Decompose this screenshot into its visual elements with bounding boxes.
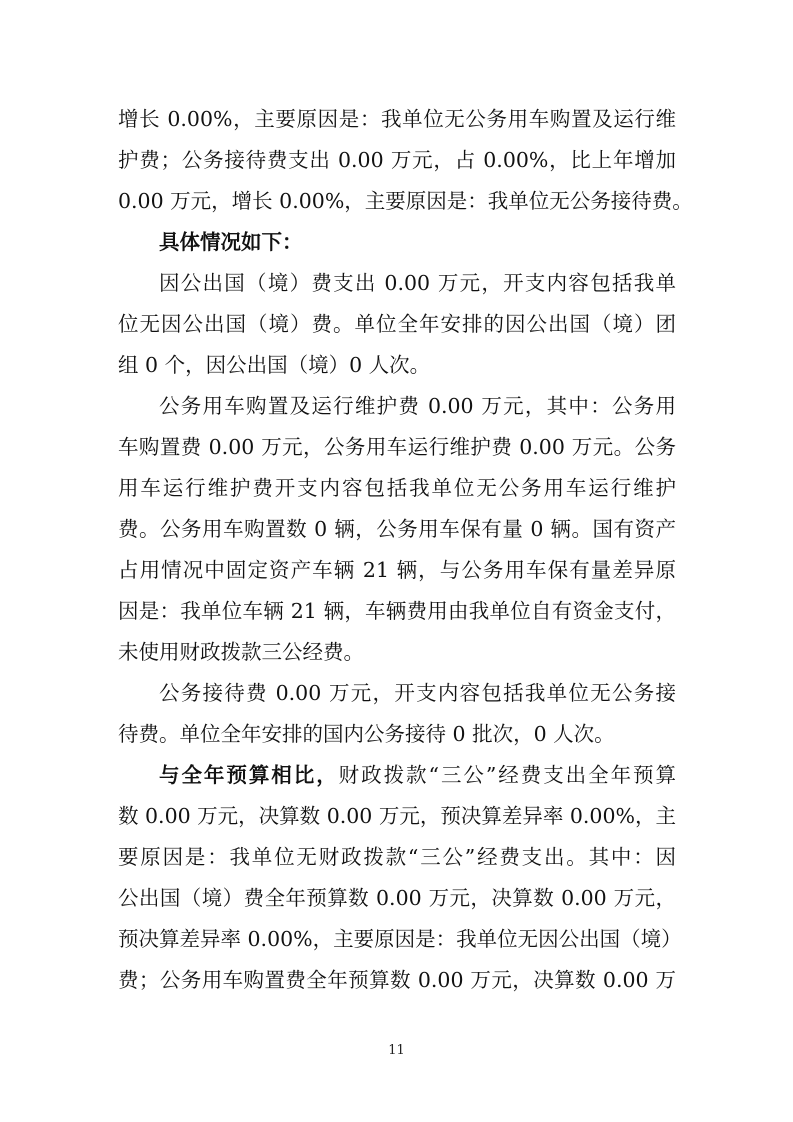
text-line [118,755,676,796]
bold-lead-in: 与全年预算相比， [159,763,339,787]
line-text: 因是：我单位车辆 21 辆，车辆费用由我单位自有资金支付， [118,599,676,623]
text-line [118,263,676,304]
line-text: 费。公务用车购置数 0 辆，公务用车保有量 0 辆。国有资产 [118,517,676,541]
line-text: 公务接待费 0.00 万元，开支内容包括我单位无公务接 [159,681,676,705]
text-line [118,345,676,386]
line-text: 0.00 万元，增长 0.00%，主要原因是：我单位无公务接待费。 [118,189,693,213]
text-line [118,960,676,1001]
text-line [118,222,676,263]
text-line [118,550,676,591]
line-text: 数 0.00 万元，决算数 0.00 万元，预决算差异率 0.00%，主 [118,804,676,828]
line-text: 财政拨款“三公”经费支出全年预算 [338,763,676,787]
line-text: 费；公务用车购置费全年预算数 0.00 万元，决算数 0.00 万 [118,968,676,992]
text-line [118,837,676,878]
text-line [118,427,676,468]
text-line [118,796,676,837]
text-line [118,591,676,632]
line-text: 要原因是：我单位无财政拨款“三公”经费支出。其中：因 [118,845,676,869]
text-line [118,714,676,755]
line-text: 护费；公务接待费支出 0.00 万元，占 0.00%，比上年增加 [118,148,676,172]
text-line [118,509,676,550]
text-line [118,386,676,427]
page-number: 11 [388,1043,405,1058]
text-line [118,673,676,714]
line-text: 组 0 个，因公出国（境）0 人次。 [118,353,431,377]
line-text: 公出国（境）费全年预算数 0.00 万元，决算数 0.00 万元， [118,886,676,910]
line-text: 车购置费 0.00 万元，公务用车运行维护费 0.00 万元。公务 [118,435,676,459]
bold-lead-in: 具体情况如下： [159,230,303,254]
line-text: 未使用财政拨款三公经费。 [118,640,364,664]
text-line [118,181,693,222]
text-line [118,878,676,919]
line-text: 占用情况中固定资产车辆 21 辆，与公务用车保有量差异原 [118,558,676,582]
text-line [118,632,676,673]
line-text: 因公出国（境）费支出 0.00 万元，开支内容包括我单 [159,271,676,295]
line-text: 公务用车购置及运行维护费 0.00 万元，其中：公务用 [159,394,676,418]
text-line [118,140,676,181]
line-text: 预决算差异率 0.00%，主要原因是：我单位无因公出国（境） [118,927,682,951]
text-line [118,99,676,140]
text-line [118,919,682,960]
text-line [118,468,676,509]
line-text: 待费。单位全年安排的国内公务接待 0 批次，0 人次。 [118,722,615,746]
body-text [118,99,693,1001]
text-line [118,304,676,345]
line-text: 位无因公出国（境）费。单位全年安排的因公出国（境）团 [118,312,676,336]
line-text: 增长 0.00%，主要原因是：我单位无公务用车购置及运行维 [118,107,676,131]
line-text: 用车运行维护费开支内容包括我单位无公务用车运行维护 [118,476,676,500]
